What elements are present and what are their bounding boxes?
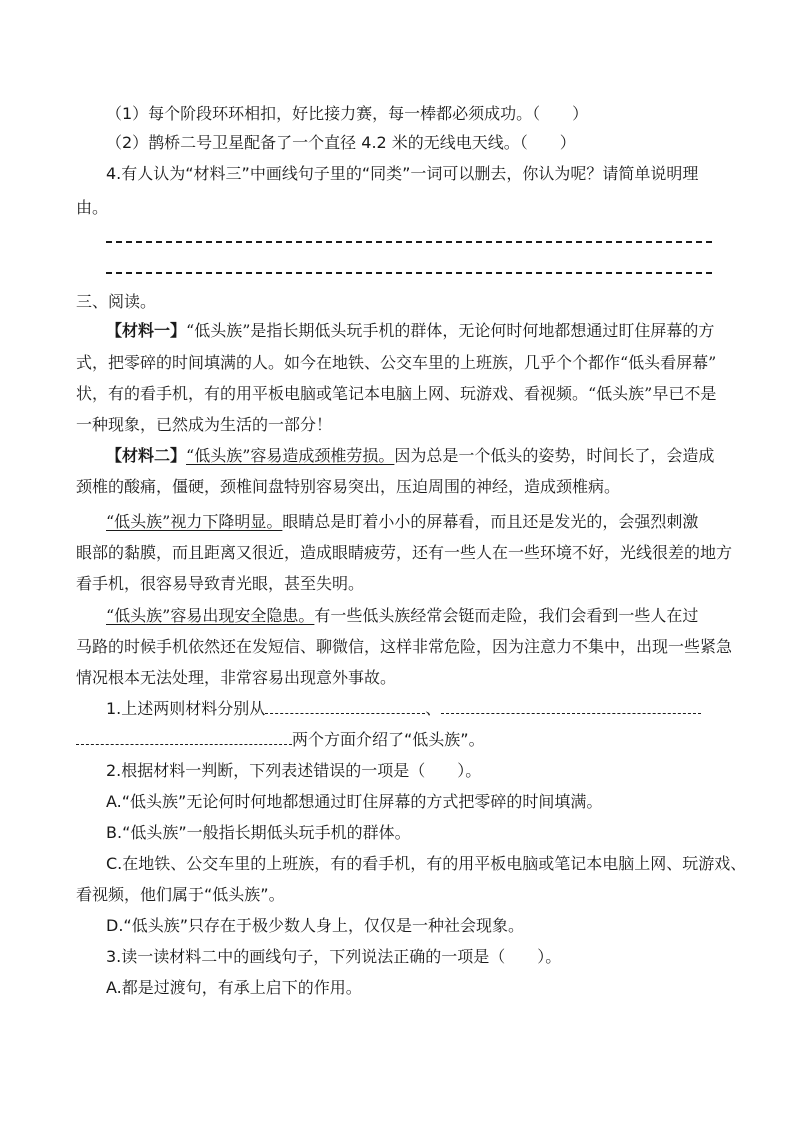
material-2-p1-line1 [106, 444, 714, 468]
underlined-sentence-1: “低头族”容易造成颈椎劳损。 [186, 446, 395, 465]
question-1-prefix: 1.上述两则材料分别从 [106, 699, 266, 718]
material-2-p2-line3: 看手机，很容易导致青光眼，甚至失明。 [76, 574, 365, 593]
answer-blank-2[interactable] [441, 699, 701, 714]
material-2-p3-line3: 情况根本无法处理，非常容易出现意外事故。 [76, 668, 397, 687]
prev-item-2: （2）鹊桥二号卫星配备了一个直径 4.2 米的无线电天线。（ ） [106, 133, 576, 152]
answer-line-1[interactable] [106, 241, 712, 243]
question-4-line2: 由。 [76, 198, 109, 217]
question-2-stem: 2.根据材料一判断，下列表述错误的一项是（ ）。 [106, 761, 482, 780]
prev-item-1: （1）每个阶段环环相扣，好比接力赛，每一棒都必须成功。（ ） [106, 104, 589, 123]
material-1-text: “低头族”是指长期低头玩手机的群体，无论何时何地都想通过盯住屏幕的方 [186, 321, 715, 340]
question-1-separator: 、 [425, 699, 442, 718]
material-2-p3-line1 [106, 604, 698, 628]
material-2-p3-line2: 马路的时候手机依然还在发短信、聊微信，这样非常危险，因为注意力不集中，出现一些紧急 [76, 637, 733, 656]
question-4-line1: 4.有人认为“材料三”中画线句子里的“同类”一词可以删去，你认为呢？请简单说明理 [106, 164, 699, 183]
material-2-p1-line2: 颈椎的酸痛，僵硬，颈椎间盘特别容易突出，压迫周围的神经，造成颈椎病。 [76, 477, 621, 496]
question-1-line2 [76, 728, 485, 752]
material-1-line4: 一种现象，已然成为生活的一部分！ [76, 415, 333, 434]
material-2-p3-text: 有一些低头族经常会铤而走险，我们会看到一些人在过 [314, 606, 699, 625]
material-1-line3: 状，有的看手机，有的用平板电脑或笔记本电脑上网、玩游戏、看视频。“低头族”早已不是 [76, 384, 717, 403]
question-3-stem: 3.读一读材料二中的画线句子，下列说法正确的一项是（ ）。 [106, 947, 562, 966]
question-2-option-d[interactable]: D.“低头族”只存在于极少数人身上，仅仅是一种社会现象。 [106, 916, 524, 935]
material-2-p2-line1 [106, 510, 698, 534]
underlined-sentence-2: “低头族”视力下降明显。 [106, 512, 283, 531]
material-2-label: 【材料二】 [106, 446, 187, 465]
question-3-option-a[interactable]: A.都是过渡句，有承上启下的作用。 [106, 978, 362, 997]
answer-line-2[interactable] [106, 272, 712, 274]
answer-blank-3[interactable] [76, 730, 292, 745]
underlined-sentence-3: “低头族”容易出现安全隐患。 [106, 606, 315, 625]
material-2-p2-text: 眼睛总是盯着小小的屏幕看，而且还是发光的，会强烈刺激 [282, 512, 699, 531]
question-2-option-a[interactable]: A.“低头族”无论何时何地都想通过盯住屏幕的方式把零碎的时间填满。 [106, 792, 603, 811]
section-heading: 三、阅读。 [76, 292, 157, 311]
question-2-option-b[interactable]: B.“低头族”一般指长期低头玩手机的群体。 [106, 823, 411, 842]
question-2-option-c-line2[interactable]: 看视频，他们属于“低头族”。 [76, 885, 285, 904]
question-1-line1 [106, 697, 701, 721]
material-1-label: 【材料一】 [106, 321, 187, 340]
answer-blank-1[interactable] [265, 699, 425, 714]
question-1-suffix: 两个方面介绍了“低头族”。 [292, 730, 485, 749]
material-2-p1-text: 因为总是一个低头的姿势，时间长了，会造成 [394, 446, 715, 465]
question-2-option-c-line1[interactable]: C.在地铁、公交车里的上班族，有的看手机，有的用平板电脑或笔记本电脑上网、玩游戏、 [106, 854, 747, 873]
material-1-line2: 式，把零碎的时间填满的人。如今在地铁、公交车里的上班族，几乎个个都作“低头看屏幕” [76, 353, 717, 372]
material-1-line1 [106, 319, 714, 343]
material-2-p2-line2: 眼部的黏膜，而且距离又很近，造成眼睛疲劳，还有一些人在一些环境不好，光线很差的地方 [76, 543, 733, 562]
